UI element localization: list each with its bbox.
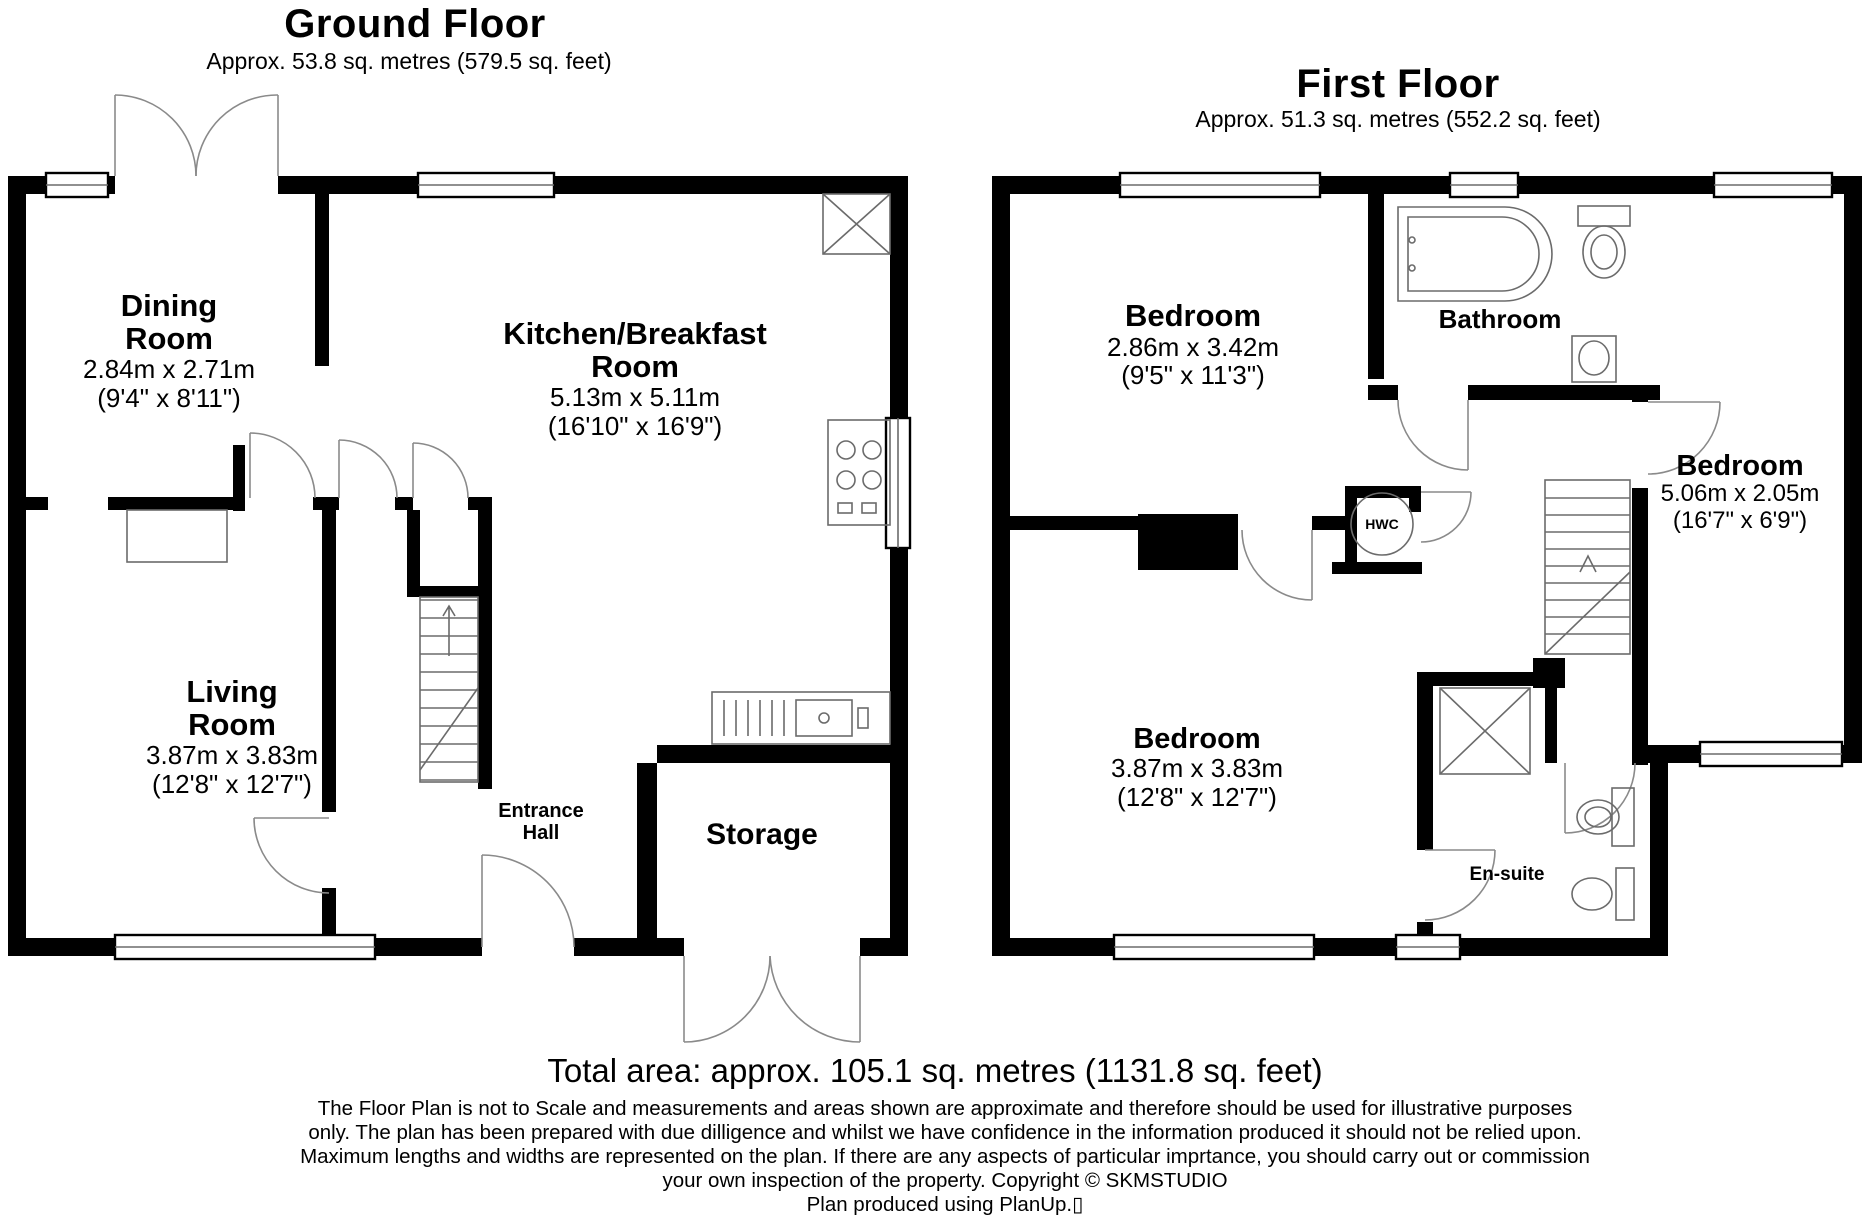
- ff-wall-wing-jamb: [1635, 745, 1650, 763]
- ff-door-bathroom: [1398, 400, 1468, 470]
- ff-wall-bed2-left: [1632, 488, 1648, 765]
- gf-wall-stub-up: [233, 445, 245, 511]
- gf-wall-hall-storage: [637, 763, 657, 938]
- gf-archway-recess: [127, 510, 227, 562]
- ff-door-wing-ensuite: [1565, 763, 1635, 833]
- dining-room-imperial: (9'4" x 8'11"): [97, 382, 241, 413]
- gf-wall-dining-living: [108, 497, 245, 510]
- ground-floor-plan: [8, 95, 910, 1042]
- gf-wall-living-hall: [322, 510, 336, 812]
- ff-wall-bed2-jamb: [1632, 385, 1648, 402]
- gf-wall-stub-left: [26, 497, 48, 510]
- gf-opening-front-door: [482, 938, 574, 956]
- dining-room-metric: 2.84m x 2.71m: [83, 354, 255, 385]
- gf-chimney-hatch: [823, 194, 890, 254]
- ff-door-bed1: [1242, 530, 1312, 600]
- ff-window-wing: [1700, 742, 1842, 766]
- ff-wall-landing-jamb: [1312, 516, 1345, 530]
- ff-wall-ensuite-left-u: [1417, 672, 1433, 850]
- ff-black-block: [1533, 658, 1565, 688]
- ff-wall-bottom: [992, 938, 1668, 956]
- ff-ensuite-toilet: [1572, 868, 1634, 920]
- label-ensuite: En-suite: [1469, 864, 1545, 885]
- gf-window-kitchen-top: [418, 173, 554, 197]
- ff-window-bed1: [1120, 173, 1320, 197]
- gf-door-hall-kitchen: [413, 443, 468, 498]
- gf-wall-stair-right: [478, 497, 492, 789]
- living-room-name: Living Room: [186, 674, 278, 742]
- gf-window-dining: [46, 173, 108, 197]
- gf-wall-stair-cap: [407, 586, 479, 597]
- label-bedroom2: [1661, 451, 1820, 534]
- disclaimer-line-2: only. The plan has been prepared with due dilligence and whilst we have confidence in the information produced it should not be relied upon.: [308, 1121, 1582, 1144]
- gf-wall-stair-left: [407, 510, 420, 590]
- first-floor-title: First Floor: [1296, 62, 1500, 106]
- ff-door-hwc: [1421, 492, 1471, 542]
- gf-storage-double-doors: [684, 956, 860, 1042]
- bedroom3-metric: 3.87m x 3.83m: [1111, 753, 1283, 784]
- ff-window-bed3: [1114, 935, 1314, 959]
- gf-sink-unit: [712, 692, 890, 744]
- gf-door-living: [254, 818, 329, 893]
- dining-room-name: Dining Room: [120, 288, 218, 356]
- ff-wall-bath-bottom-r: [1468, 385, 1660, 400]
- ff-hwc-bottom: [1332, 562, 1422, 574]
- first-floor-plan: [992, 173, 1862, 959]
- ground-floor-area: Approx. 53.8 sq. metres (579.5 sq. feet): [206, 48, 612, 74]
- gf-opening-storage-doors: [684, 938, 860, 956]
- ff-chimney-block: [1138, 514, 1238, 570]
- bedroom3-imperial: (12'8" x 12'7"): [1117, 782, 1277, 813]
- disclaimer-line-4: your own inspection of the property. Copyright © SKMSTUDIO: [662, 1169, 1228, 1192]
- ff-wall-bed1-bottom: [1010, 516, 1138, 530]
- ground-floor-title: Ground Floor: [284, 2, 546, 46]
- ff-bath-toilet: [1578, 206, 1630, 278]
- entrance-hall-name: Entrance Hall: [498, 800, 584, 844]
- bedroom1-metric: 2.86m x 3.42m: [1107, 331, 1279, 362]
- ff-wall-right-outer: [1844, 176, 1862, 763]
- disclaimer-line-3: Maximum lengths and widths are represented on the plan. If there are any aspects of particular imprtance, you should carry out or commission: [300, 1145, 1590, 1168]
- ff-wall-left: [992, 176, 1010, 956]
- ff-wall-ensuite-ne: [1545, 688, 1557, 763]
- gf-wall-dining-kitchen: [315, 194, 329, 366]
- bedroom1-imperial: (9'5" x 11'3"): [1121, 360, 1265, 391]
- kitchen-name: Kitchen/Breakfast Room: [503, 316, 767, 384]
- ff-window-bath: [1450, 173, 1518, 197]
- gf-door-hall-a: [339, 440, 397, 498]
- kitchen-imperial: (16'10" x 16'9"): [547, 410, 723, 441]
- gf-stairs: [420, 597, 478, 782]
- ff-ensuite-sink: [1577, 788, 1634, 846]
- gf-french-doors-arcs: [115, 95, 278, 176]
- ff-window-bed3-small: [1396, 935, 1460, 959]
- ff-wall-bath-bottom-l: [1368, 385, 1398, 400]
- disclaimer-line-1: The Floor Plan is not to Scale and measurements and areas shown are approximate and therefore should be used for illustrative purposes: [317, 1097, 1573, 1120]
- living-room-imperial: (12'8" x 12'7"): [152, 768, 312, 799]
- bedroom1-name: Bedroom: [1124, 298, 1262, 333]
- ff-wall-right-lower: [1650, 763, 1668, 956]
- ff-bath-sink: [1572, 336, 1616, 382]
- gf-door-dining-hall: [250, 433, 315, 498]
- first-floor-area: Approx. 51.3 sq. metres (552.2 sq. feet): [1195, 106, 1601, 132]
- ff-bath: [1398, 207, 1552, 301]
- label-bedroom3: [1111, 724, 1283, 812]
- label-living-room: [146, 676, 318, 798]
- label-storage: Storage: [706, 818, 818, 851]
- gf-front-door-arc: [482, 855, 574, 947]
- gf-wall-jamb-a: [313, 497, 339, 510]
- bedroom3-name: Bedroom: [1133, 723, 1261, 755]
- label-bedroom1: [1107, 300, 1279, 390]
- label-hwc: HWC: [1365, 516, 1399, 532]
- ff-stairs: [1545, 480, 1630, 654]
- ff-wall-bed1-bath: [1368, 194, 1384, 379]
- living-room-metric: 3.87m x 3.83m: [146, 740, 318, 771]
- gf-wall-living-hall-lower: [322, 888, 336, 938]
- bedroom2-metric: 5.06m x 2.05m: [1660, 480, 1820, 508]
- ff-window-bed2-top: [1714, 173, 1832, 197]
- ff-hwc-right-stub: [1409, 486, 1421, 512]
- kitchen-metric: 5.13m x 5.11m: [549, 382, 721, 413]
- total-area-text: Total area: approx. 105.1 sq. metres (1131.8 sq. feet): [547, 1052, 1323, 1089]
- disclaimer-line-5: Plan produced using PlanUp.▯: [806, 1193, 1084, 1216]
- bedroom2-imperial: (16'7" x 6'9"): [1672, 506, 1808, 534]
- gf-wall-left: [8, 176, 26, 956]
- bedroom2-name: Bedroom: [1676, 450, 1804, 482]
- ff-wall-ensuite-top: [1417, 672, 1539, 686]
- label-dining-room: [83, 290, 255, 412]
- label-bathroom: Bathroom: [1438, 304, 1562, 334]
- gf-wall-kitchen-storage: [657, 745, 890, 763]
- gf-wall-right: [890, 176, 908, 956]
- gf-wall-jamb-b: [395, 497, 413, 510]
- gf-window-living: [115, 935, 375, 959]
- label-entrance-hall: [491, 800, 591, 844]
- label-kitchen: [485, 318, 785, 440]
- gf-stove: [828, 420, 890, 525]
- ff-shower: [1440, 688, 1530, 774]
- gf-opening-french-doors: [115, 176, 278, 194]
